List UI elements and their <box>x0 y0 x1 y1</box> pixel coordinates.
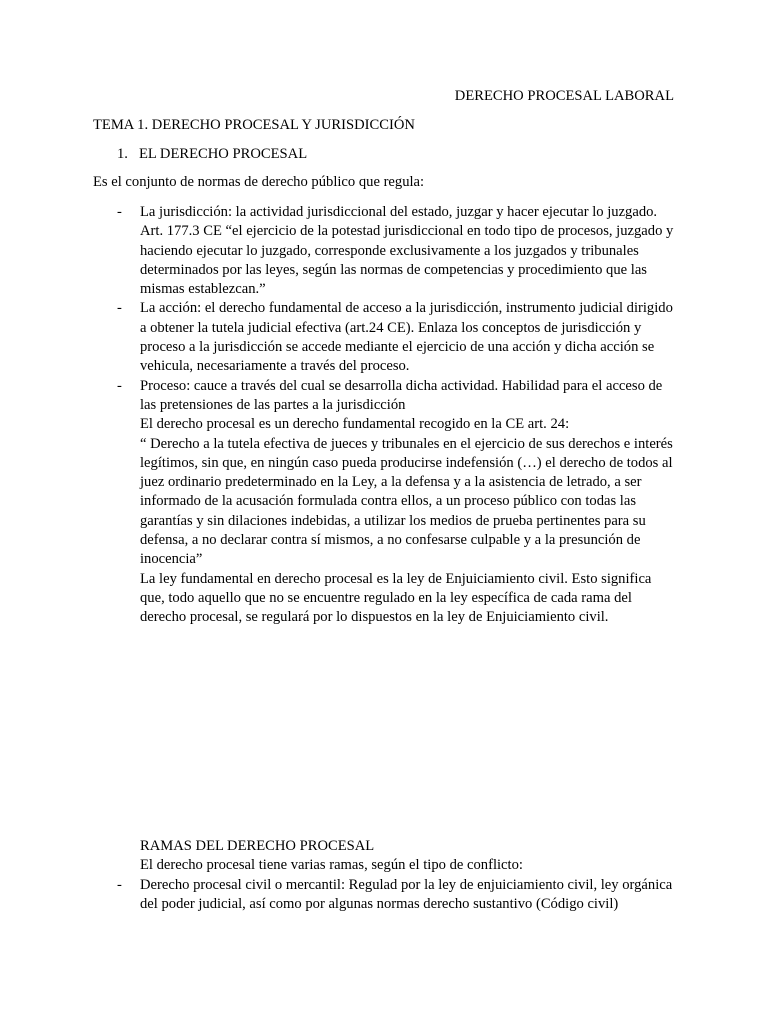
list-item-text: Derecho procesal civil o mercantil: Regulad por la ley de enjuiciamiento civil, ley orgánica del poder judicial, así como por algunas normas derecho sustantivo (Código civil) <box>140 876 673 912</box>
list-item-text: Proceso: cauce a través del cual se desarrolla dicha actividad. Habilidad para el acceso de las pretensiones de las partes a la jurisdicción <box>140 377 663 413</box>
bullet-marker: - <box>117 204 122 220</box>
bullet-marker: - <box>117 300 122 317</box>
document-header: DERECHO PROCESAL LABORAL <box>454 88 674 104</box>
bullet-marker: - <box>117 876 122 893</box>
section-title: RAMAS DEL DERECHO PROCESAL <box>140 838 375 854</box>
list-item-jurisdiccion <box>0 203 675 299</box>
body-paragraph: La ley fundamental en derecho procesal es la ley de Enjuiciamiento civil. Esto significa que, todo aquello que no se encuentre regulado en la ley específica de cada rama del derecho procesal, se regulará por lo dispuestos en la ley de Enjuiciamiento civil. <box>140 570 652 626</box>
list-item-accion <box>0 299 673 376</box>
list-item-procesal-civil <box>0 876 675 915</box>
list-item-text: La acción: el derecho fundamental de acceso a la jurisdicción, instrumento judicial dirigido a obtener la tutela judicial efectiva (art.24 CE). Enlaza los conceptos de jurisdicción y proceso a la jurisdicción se accede mediante el ejercicio de una acción y dicha acción se vehicula, necesariamente a través del proceso. <box>140 300 673 375</box>
bullet-marker: - <box>117 377 122 394</box>
bullet-list <box>0 203 768 628</box>
section-ramas <box>0 837 768 914</box>
intro-paragraph: Es el conjunto de normas de derecho público que regula: <box>93 174 425 190</box>
list-item-text: La jurisdicción: la actividad jurisdiccional del estado, juzgar y hacer ejecutar lo juzgado. Art. 177.3 CE “el ejercicio de la potestad jurisdiccional en todo tipo de procesos, juzgado y haciendo ejecutar lo juzgado, corresponde exclusivamente a los juzgados y tribunales determinados por las leyes, según las normas de competencias y procedimiento que las mismas establezcan.” <box>140 204 674 298</box>
topic-title: TEMA 1. DERECHO PROCESAL Y JURISDICCIÓN <box>93 117 415 133</box>
body-paragraph: El derecho procesal es un derecho fundamental recogido en la CE art. 24: <box>140 416 570 433</box>
section-number: 1. <box>117 146 128 162</box>
section-intro: El derecho procesal tiene varias ramas, según el tipo de conflicto: <box>140 857 523 874</box>
constitution-quote: “ Derecho a la tutela efectiva de jueces y tribunales en el ejercicio de sus derechos e interés legítimos, sin que, en ningún caso pueda producirse indefensión (…) el derecho de todos al juez ordinario predeterminado en la Ley, a la defensa y a la asistencia de letrado, a ser informado de la acusación formulada contra ellos, a un proceso público con todas las garantías y sin dilaciones indebidas, a utilizar los medios de prueba pertinentes para su defensa, a no declarar contra sí mismos, a no confesarse culpable y a la presunción de inocencia” <box>140 435 673 568</box>
list-item-proceso <box>0 377 675 416</box>
section-heading <box>117 145 307 164</box>
section-title: EL DERECHO PROCESAL <box>139 146 308 162</box>
